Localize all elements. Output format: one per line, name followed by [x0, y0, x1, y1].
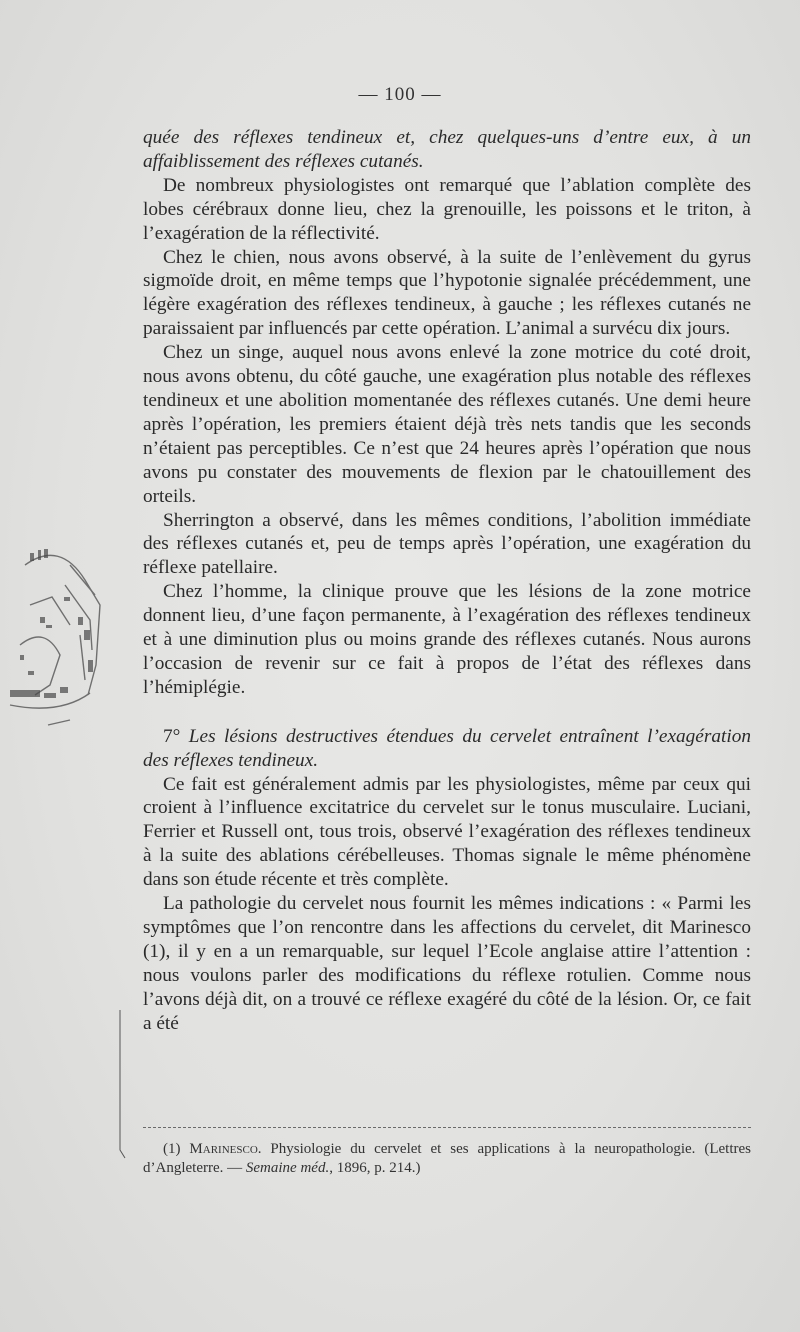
section-heading-paragraph: 7° Les lésions destructives étendues du cervelet entraînent l’exagération des réflexes tendineux.: [143, 725, 752, 771]
footnote-divider: [143, 1127, 751, 1128]
paragraph: quée des réflexes tendineux et, chez quelques-uns d’entre eux, à un affaiblissement des réflexes cutanés.: [143, 127, 751, 172]
margin-pencil-mark: [116, 1010, 126, 1160]
paragraph: La pathologie du cervelet nous fournit les mêmes indications : « Parmi les symptômes que l’on rencontre dans les affections du cervelet, dit Marinesco (1), il y en a un remarquable, sur lequel l’Ecole anglaise attire l’attention : nous voulons parler des modifications du réflexe rotulien. Comme nous l’avons déjà dit, on a trouvé ce réflexe exagéré du côté de la lésion. Or, ce fait a été: [143, 893, 751, 1034]
paragraph: Chez l’homme, la clinique prouve que les lésions de la zone motrice donnent lieu, d’une façon permanente, à l’exagération des réflexes tendineux et à une diminution plus ou moins grande des réflexes cutanés. Nous aurons l’occasion de revenir sur ce fait à propos de l’état des réflexes dans l’hémiplégie.: [143, 581, 751, 698]
page-number: — 100 —: [358, 84, 442, 105]
paragraph: De nombreux physiologistes ont remarqué que l’ablation complète des lobes cérébraux donne lieu, chez la grenouille, les poissons et le triton, à l’exagération de la réflectivité.: [143, 174, 751, 244]
main-text: [143, 126, 751, 1036]
footnote-1: (1) Marinesco. Physiologie du cervelet et ses applications à la neuropathologie. (Lettres d’Angleterre. — Semaine méd., 1896, p. 214.): [143, 1141, 751, 1176]
footnotes: [143, 1140, 751, 1178]
paragraph: Ce fait est généralement admis par les physiologistes, même par ceux qui croient à l’influence excitatrice du cervelet sur le tonus musculaire. Luciani, Ferrier et Russell ont, tous trois, observé l’exagération des réflexes tendineux à la suite des ablations cérébelleuses. Thomas signale le même phénomène dans son étude récente et très complète.: [143, 773, 751, 891]
library-stamp-image: [0, 525, 110, 735]
paragraph: Chez le chien, nous avons observé, à la suite de l’enlèvement du gyrus sigmoïde droit, en même temps que l’hypotonie signalée précédemment, une légère exagération des réflexes tendineux, à gauche ; les réflexes cutanés ne paraissaient par influencés par cette opération. L’animal a survécu dix jours.: [143, 246, 751, 340]
paragraph: Chez un singe, auquel nous avons enlevé la zone motrice du coté droit, nous avons obtenu, du côté gauche, une exagération plus notable des réflexes tendineux et une abolition momentanée des réflexes cutanés. Une demi heure après l’opération, les premiers étaient déjà très nets tandis que les seconds n’étaient pas perceptibles. Ce n’est que 24 heures après l’opération que nous avons pu constater des mouvements de flexion par le chatouillement des orteils.: [143, 342, 751, 507]
paragraph: Sherrington a observé, dans les mêmes conditions, l’abolition immédiate des réflexes cutanés et, peu de temps après l’opération, une exagération du réflexe patellaire.: [143, 509, 751, 579]
